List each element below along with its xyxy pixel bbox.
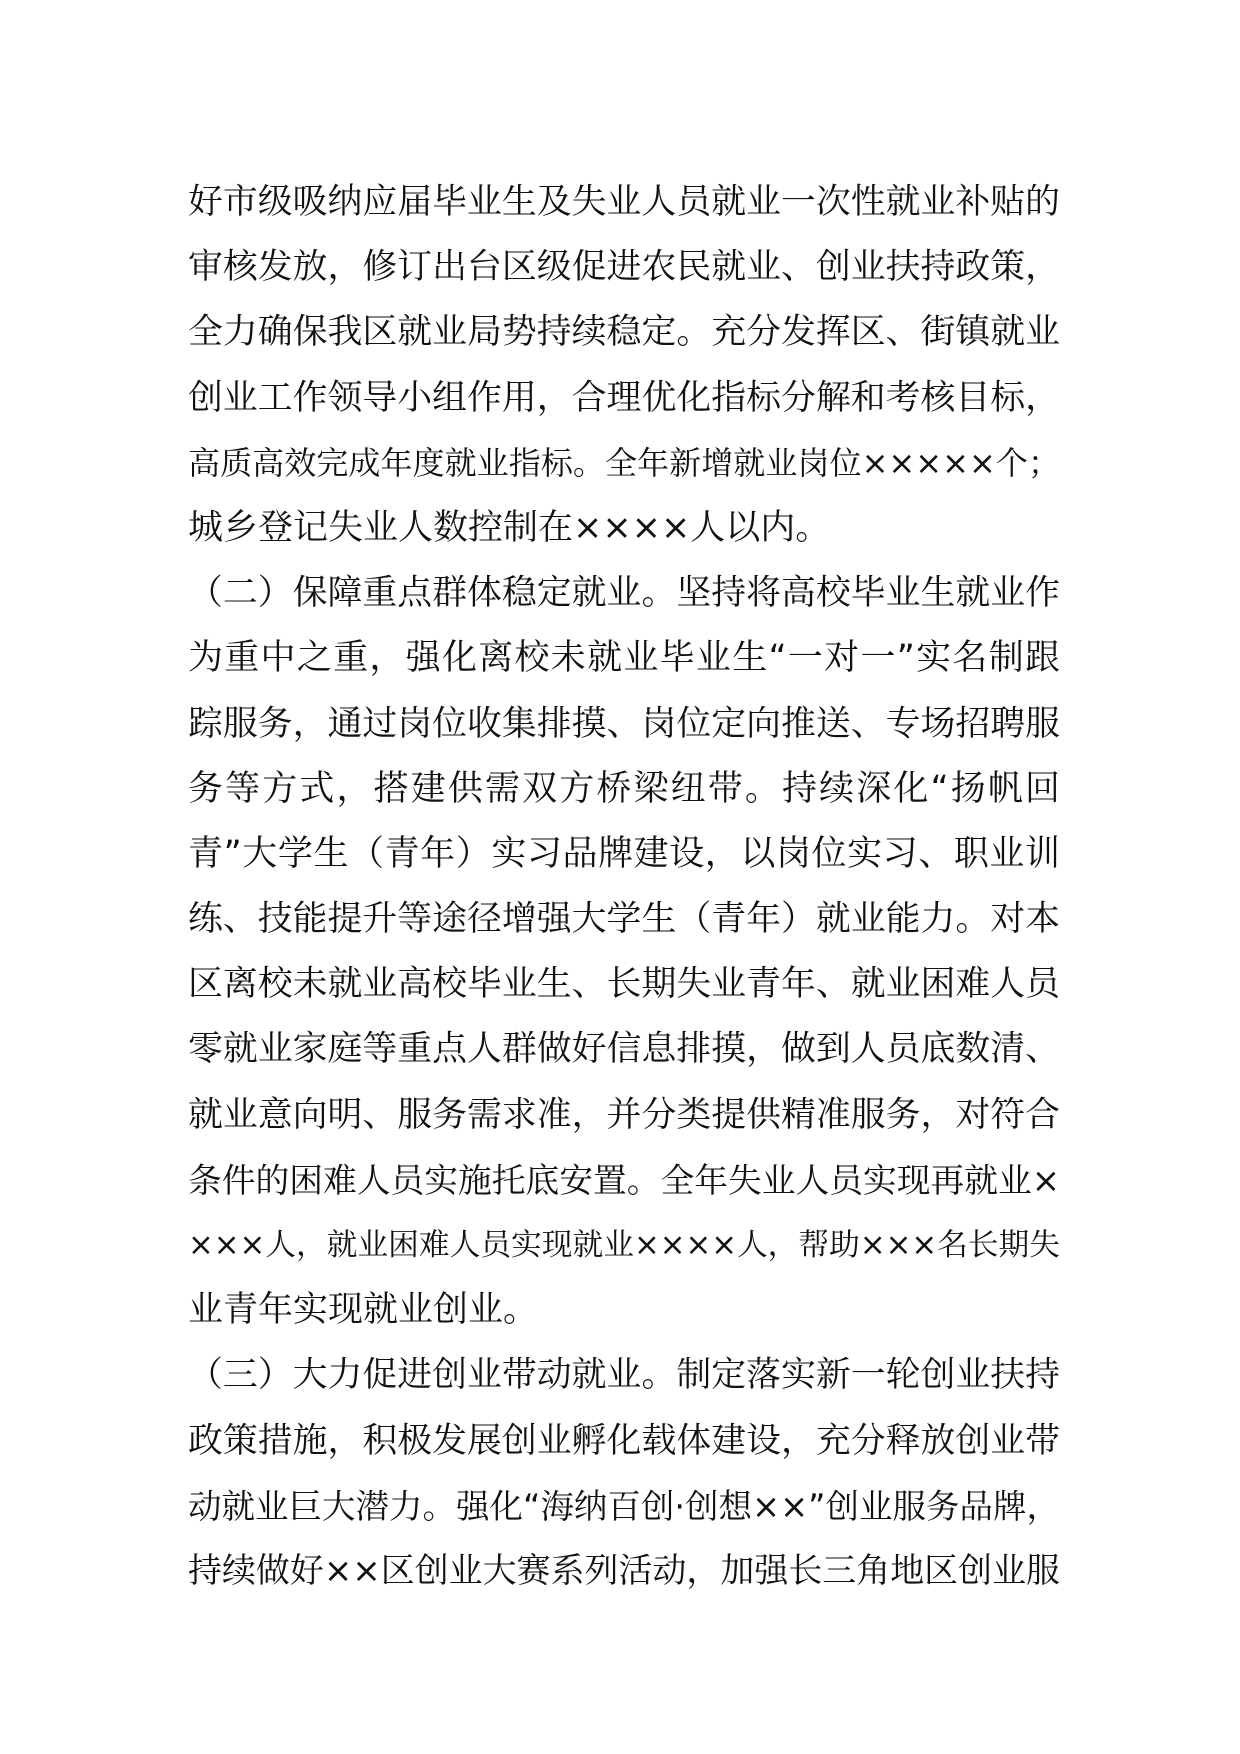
text-line: 为重中之重，强化离校未就业毕业生“一对一”实名制跟 [188, 638, 1060, 679]
text-line: 就业意向明、服务需求准，并分类提供精准服务，对符合 [188, 1094, 1060, 1135]
text-line: ×××人，就业困难人员实现就业××××人，帮助×××名长期失 [188, 1227, 1060, 1263]
text-line: 踪服务，通过岗位收集排摸、岗位定向推送、专场招聘服 [188, 703, 1060, 744]
text-line: 练、技能提升等途径增强大学生（青年）就业能力。对本 [188, 899, 1060, 940]
text-line: 城乡登记失业人数控制在××××人以内。 [188, 507, 831, 548]
text-line: 零就业家庭等重点人群做好信息排摸，做到人员底数清、 [188, 1029, 1060, 1070]
text-line: 区离校未就业高校毕业生、长期失业青年、就业困难人员 [188, 964, 1060, 1005]
text-line: 审核发放，修订出台区级促进农民就业、创业扶持政策， [188, 247, 1060, 288]
text-line: 政策措施，积极发展创业孵化载体建设，充分释放创业带 [188, 1420, 1060, 1461]
text-line: 务等方式，搭建供需双方桥梁纽带。持续深化“扬帆回 [188, 768, 1060, 809]
text-line: 青”大学生（青年）实习品牌建设，以岗位实习、职业训 [188, 833, 1060, 874]
text-line: 创业工作领导小组作用，合理优化指标分解和考核目标， [188, 377, 1060, 418]
text-line: 持续做好××区创业大赛系列活动，加强长三角地区创业服 [188, 1550, 1060, 1591]
text-line: 全力确保我区就业局势持续稳定。充分发挥区、街镇就业 [188, 312, 1060, 353]
text-line: 动就业巨大潜力。强化“海纳百创·创想××”创业服务品牌， [188, 1486, 1060, 1526]
paragraph-heading-line: （二）保障重点群体稳定就业。坚持将高校毕业生就业作 [188, 573, 1060, 614]
text-line: 条件的困难人员实施托底安置。全年失业人员实现再就业× [188, 1160, 1061, 1200]
text-line: 高质高效完成年度就业指标。全年新增就业岗位×××××个； [188, 443, 1060, 482]
text-line: 业青年实现就业创业。 [188, 1290, 539, 1331]
paragraph-heading-line: （三）大力促进创业带动就业。制定落实新一轮创业扶持 [188, 1355, 1060, 1396]
text-line: 好市级吸纳应届毕业生及失业人员就业一次性就业补贴的 [188, 182, 1060, 222]
body-text [188, 170, 1060, 1604]
